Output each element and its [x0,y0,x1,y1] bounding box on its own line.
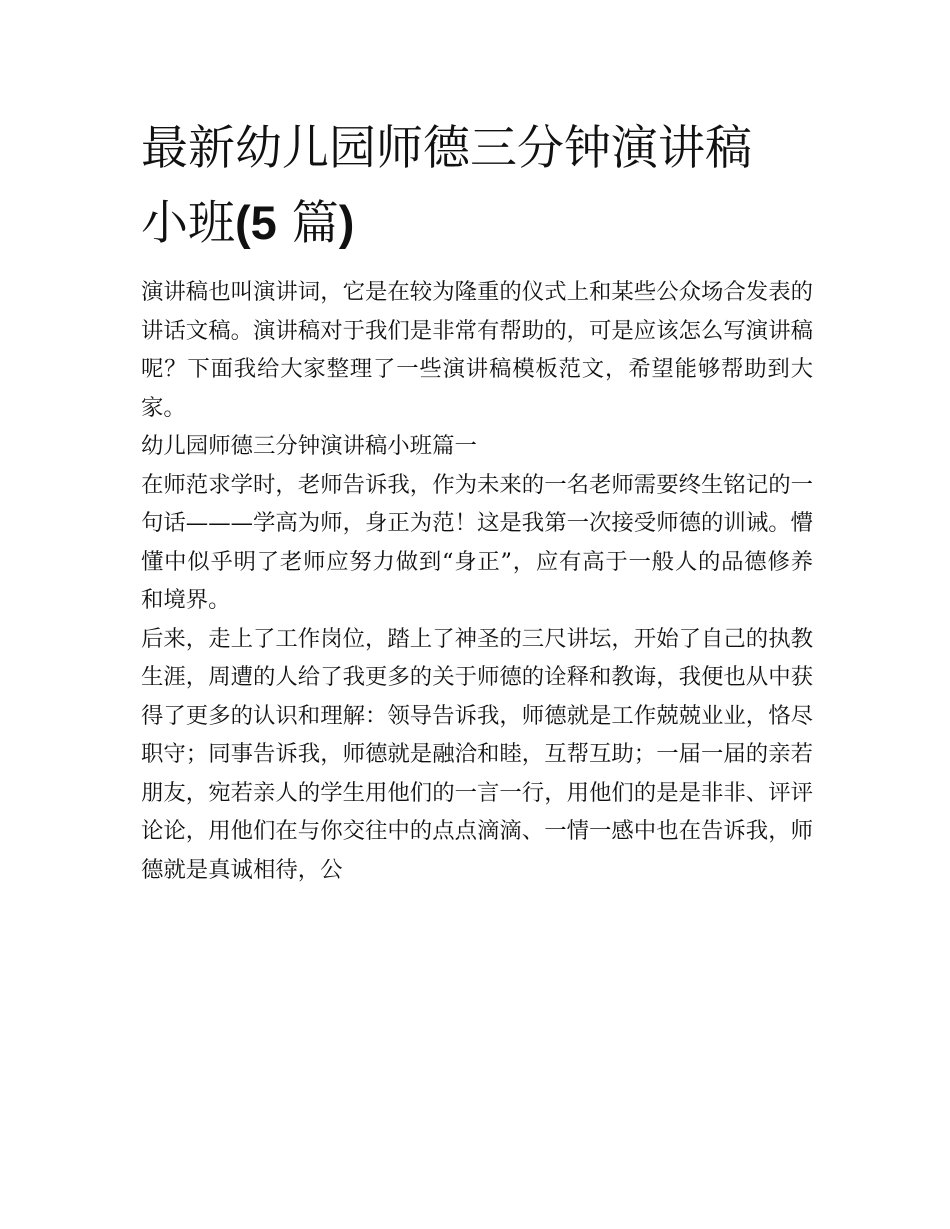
title-line-1: 最新幼儿园师德三分钟演讲稿 [141,121,752,176]
document-title [141,112,813,261]
body-paragraph-2: 后来，走上了工作岗位，踏上了神圣的三尺讲坛，开始了自己的执教生涯，周遭的人给了我更多的关于师德的诠释和教诲，我便也从中获得了更多的认识和理解：领导告诉我，师德就是工作兢兢业业，恪尽职守；同事告诉我，师德就是融洽和睦，互帮互助；一届一届的亲若朋友，宛若亲人的学生用他们的一言一行，用他们的是是非非、评评论论，用他们在与你交往中的点点滴滴、一情一感中也在告诉我，师德就是真诚相待，公 [141,625,813,883]
title-count-word: 篇 [276,196,339,251]
title-line-2 [141,186,813,261]
document-content [141,112,813,889]
section-heading: 幼儿园师德三分钟演讲稿小班篇一 [141,433,477,459]
title-line-2-prefix: 小班 [141,196,235,251]
intro-paragraph: 演讲稿也叫演讲词，它是在较为隆重的仪式上和某些公众场合发表的讲话文稿。演讲稿对于我们是非常有帮助的，可是应该怎么写演讲稿呢？下面我给大家整理了一些演讲稿模板范文，希望能够帮助到大家。 [141,279,813,421]
body-paragraph-1: 在师范求学时，老师告诉我，作为未来的一名老师需要终生铭记的一句话———学高为师，身正为范！这是我第一次接受师德的训诫。懵懂中似乎明了老师应努力做到“身正”，应有高于一般人的品德修养和境界。 [141,471,813,613]
document-body [141,273,813,889]
title-count-close: ) [338,196,355,249]
title-count-open: (5 [235,196,277,249]
